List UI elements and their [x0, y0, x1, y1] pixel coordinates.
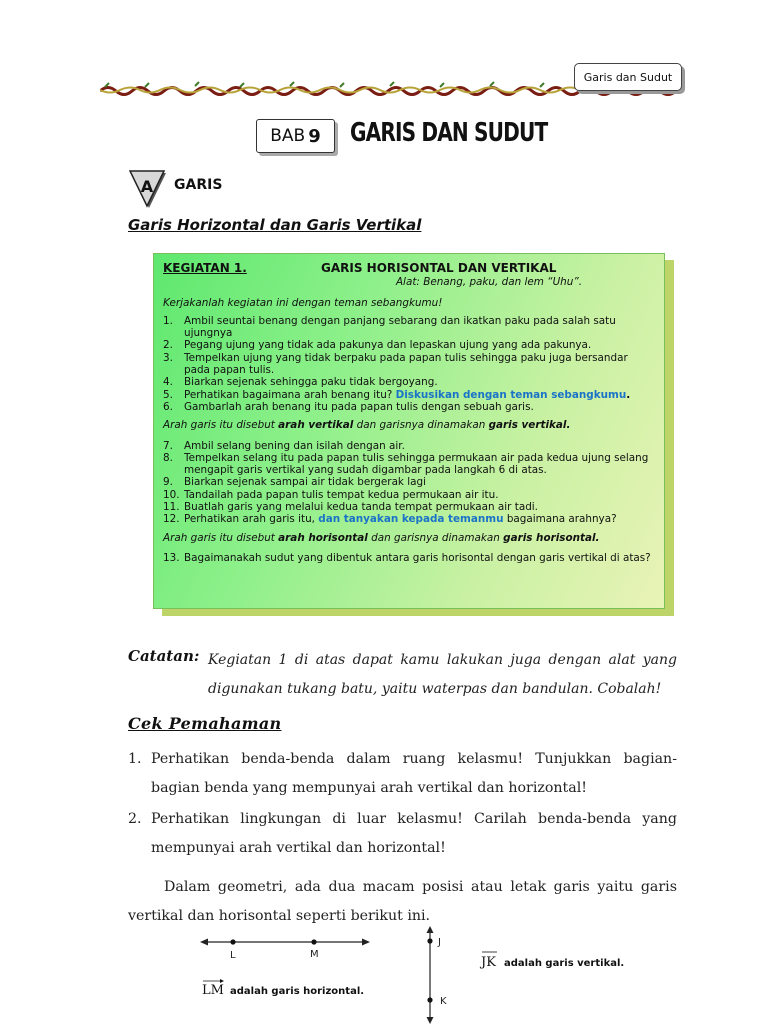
- step-text-part: Perhatikan arah garis itu,: [184, 513, 319, 526]
- activity-step: [163, 339, 655, 351]
- activity-step: [163, 352, 655, 377]
- conclusion-vertical: [163, 419, 655, 431]
- arrow-right-icon: [362, 939, 370, 946]
- step-text: Tandailah pada papan tulis tempat kedua permukaan air itu.: [184, 488, 499, 501]
- activity-step: [163, 389, 655, 401]
- conclusion-text: dan garisnya dinamakan: [367, 531, 504, 544]
- step-highlight: Diskusikan dengan teman sebangkumu: [395, 388, 627, 401]
- label-m: M: [310, 949, 319, 960]
- step-number: 8.: [163, 451, 173, 464]
- question-text: Perhatikan benda-benda dalam ruang kelasmu! Tunjukkan bagian-bagian benda yang mempunyai arah vertikal dan horizontal!: [151, 751, 677, 796]
- activity-title: GARIS HORISONTAL DAN VERTIKAL: [321, 261, 557, 275]
- header-chapter-tab: [574, 63, 682, 91]
- step-text-part: Perhatikan bagaimana arah benang itu?: [184, 388, 396, 401]
- activity-step: [163, 552, 655, 564]
- subheading: Garis Horizontal dan Garis Vertikal: [128, 216, 422, 234]
- conclusion-term: arah horisontal: [278, 531, 368, 544]
- arrow-up-icon: [427, 926, 434, 933]
- conclusion-text: dan garisnya dinamakan: [353, 419, 489, 432]
- step-end: bagaimana arahnya?: [503, 513, 617, 526]
- arrow-down-icon: [427, 1017, 434, 1024]
- step-number: 10.: [163, 488, 180, 501]
- conclusion-text: Arah garis itu disebut: [163, 419, 279, 432]
- section-letter: A: [140, 177, 154, 196]
- activity-tools: Alat: Benang, paku, dan lem “Uhu”.: [395, 276, 583, 289]
- question-item: [128, 745, 677, 803]
- activity-step: [163, 440, 655, 452]
- section-letter-badge: [129, 170, 169, 210]
- step-text: Bagaimanakah sudut yang dibentuk antara garis horisontal dengan garis vertikal di atas?: [184, 551, 651, 564]
- step-number: 3.: [163, 351, 173, 364]
- jk-caption: adalah garis vertikal.: [504, 958, 625, 969]
- chapter-number-box: [256, 119, 335, 153]
- body-paragraph: Dalam geometri, ada dua macam posisi atau letak garis yaitu garis vertikal dan horisontal seperti berikut ini.: [128, 879, 677, 924]
- step-text: [184, 513, 655, 525]
- step-text: Tempelkan selang itu pada papan tulis sehingga permukaan air pada kedua ujung selang mengapit garis vertikal yang sudah digambar pada langkah 6 di atas.: [184, 451, 649, 477]
- activity-step: [163, 315, 655, 340]
- step-number: 11.: [163, 501, 180, 514]
- activity-step: [163, 401, 655, 413]
- section-title: GARIS: [174, 177, 223, 193]
- step-number: 12.: [163, 513, 180, 526]
- step-text: Ambil selang bening dan isilah dengan air.: [184, 439, 405, 452]
- conclusion-text: Arah garis itu disebut: [163, 531, 279, 544]
- activity-step: [163, 452, 655, 477]
- activity-step: [163, 501, 655, 513]
- activity-header: [163, 262, 655, 274]
- step-number: 7.: [163, 439, 173, 452]
- step-text: Buatlah garis yang melalui kedua tanda tempat permukaan air tadi.: [184, 501, 538, 514]
- chapter-title: GARIS DAN SUDUT: [350, 118, 548, 148]
- activity-step: [163, 489, 655, 501]
- lm-symbol: LM: [202, 983, 224, 998]
- point-j: [427, 938, 432, 943]
- header-tab-label: Garis dan Sudut: [583, 70, 673, 84]
- note-label: Catatan:: [128, 647, 200, 665]
- step-number: 9.: [163, 476, 173, 489]
- step-number: 2.: [163, 339, 173, 352]
- step-number: 4.: [163, 376, 173, 389]
- conclusion-term: garis horisontal.: [503, 531, 600, 544]
- jk-symbol: JK: [481, 955, 496, 970]
- step-text: Biarkan sejenak sehingga paku tidak bergoyang.: [184, 376, 438, 389]
- step-end: .: [626, 388, 631, 401]
- step-text: Gambarlah arah benang itu pada papan tulis dengan sebuah garis.: [184, 400, 534, 413]
- activity-step: [163, 513, 655, 525]
- label-j: J: [438, 937, 441, 948]
- activity-step: [163, 376, 655, 388]
- point-k: [427, 997, 432, 1002]
- point-l: [230, 939, 235, 944]
- question-text: Perhatikan lingkungan di luar kelasmu! Carilah benda-benda yang mempunyai arah vertikal dan horizontal!: [151, 811, 677, 856]
- step-text: Pegang ujung yang tidak ada pakunya dan lepaskan ujung yang ada pakunya.: [184, 339, 592, 352]
- conclusion-horizontal: [163, 532, 655, 544]
- chapter-number: 9: [308, 125, 321, 147]
- step-text: Biarkan sejenak sampai air tidak bergerak lagi: [184, 476, 426, 489]
- conclusion-term: garis vertikal.: [488, 419, 571, 432]
- step-number: 13.: [163, 551, 180, 564]
- question-number: 1.: [128, 751, 142, 767]
- point-m: [311, 939, 316, 944]
- step-number: 5.: [163, 388, 173, 401]
- line-diagram: [196, 926, 656, 1024]
- conclusion-term: arah vertikal: [278, 419, 354, 432]
- step-number: 6.: [163, 400, 173, 413]
- chapter-label: BAB: [270, 126, 306, 146]
- activity-step: [163, 476, 655, 488]
- activity-intro: Kerjakanlah kegiatan ini dengan teman sebangkumu!: [163, 296, 443, 309]
- question-number: 2.: [128, 811, 142, 827]
- cek-pemahaman-heading: Cek Pemahaman: [128, 714, 282, 733]
- activity-box: [153, 253, 665, 609]
- label-k: K: [440, 996, 447, 1007]
- arrow-left-icon: [200, 939, 208, 946]
- step-text: Ambil seuntai benang dengan panjang sebarang dan ikatkan paku pada salah satu ujungnya: [184, 314, 616, 340]
- step-number: 1.: [163, 314, 173, 327]
- label-l: L: [230, 950, 236, 961]
- step-text: [184, 389, 655, 401]
- step-text: Tempelkan ujung yang tidak berpaku pada papan tulis sehingga paku juga bersandar pada papan tulis.: [184, 351, 628, 377]
- lm-caption: adalah garis horizontal.: [230, 986, 365, 997]
- note-text: Kegiatan 1 di atas dapat kamu lakukan juga dengan alat yang digunakan tukang batu, yaitu waterpas dan bandulan. Cobalah!: [208, 652, 677, 697]
- question-item: [128, 805, 677, 863]
- step-highlight: dan tanyakan kepada temanmu: [318, 513, 504, 526]
- activity-label: KEGIATAN 1.: [163, 261, 247, 275]
